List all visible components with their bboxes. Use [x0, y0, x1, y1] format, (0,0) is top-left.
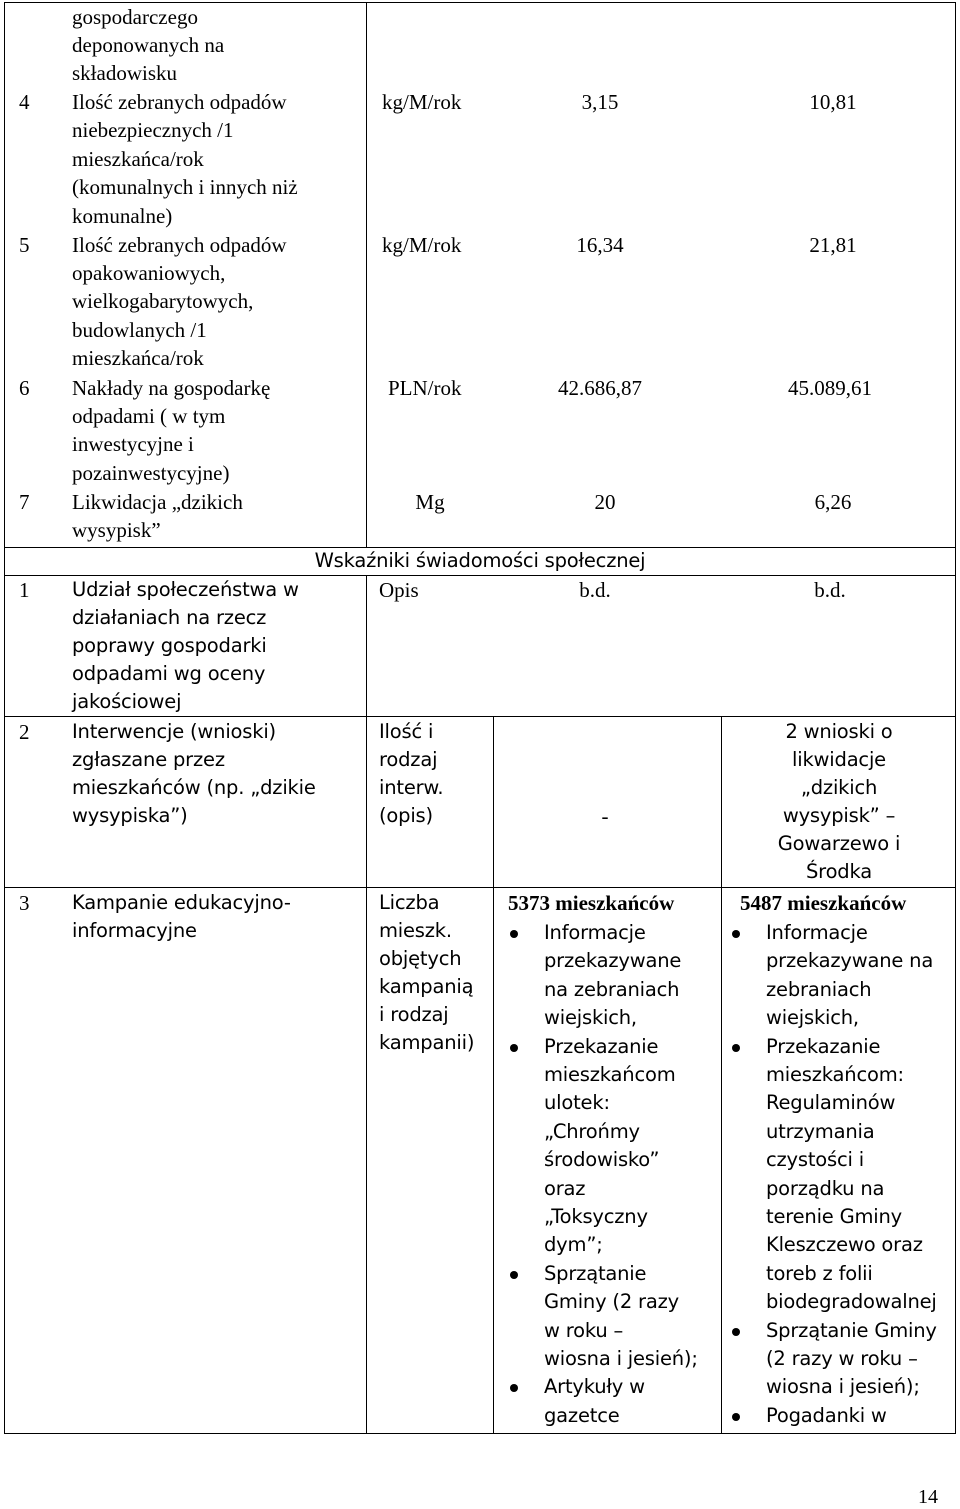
campaign-item-line: gazetce	[544, 1403, 620, 1427]
campaign-item-line: wiosna i jesień);	[544, 1347, 698, 1370]
page-number: 14	[918, 1486, 938, 1508]
campaign-item-line: Artykuły w	[544, 1375, 645, 1399]
row-desc-line: budowlanych /1	[72, 318, 207, 342]
row-value-2-line: wysypisk” –	[782, 804, 896, 827]
row-desc-line: wysypiska”)	[72, 804, 188, 827]
campaign-item-line: Sprzątanie	[544, 1261, 647, 1285]
row-value-2-line: 2 wnioski o	[785, 720, 893, 743]
campaign-item-line: czystości i	[766, 1148, 864, 1172]
row-desc-line: opakowaniowych,	[72, 261, 226, 285]
row-unit: kg/M/rok	[382, 233, 462, 257]
row-value-2-line: „dzikich	[800, 776, 878, 799]
campaign-item-line: Przekazanie	[766, 1034, 881, 1058]
campaign-item-line: porządku na	[766, 1176, 885, 1200]
bullet-icon	[510, 1044, 518, 1052]
row-unit-line: i rodzaj	[379, 1003, 449, 1026]
row-value-1: 16,34	[576, 233, 624, 257]
row-desc-line: zgłaszane przez	[72, 748, 225, 771]
campaign-item-line: „Toksyczny	[544, 1205, 648, 1228]
row-number: 3	[19, 891, 30, 915]
campaign-item-line: oraz	[544, 1176, 586, 1200]
row-desc-line: Udział społeczeństwa w	[72, 578, 299, 601]
campaign-item-line: środowisko”	[544, 1148, 660, 1172]
row-desc-line: mieszkańców (np. „dzikie	[72, 776, 316, 799]
row-unit-line: (opis)	[379, 804, 433, 827]
row-value-1: -	[601, 804, 609, 828]
row-unit: PLN/rok	[388, 376, 462, 400]
row-desc-line: działaniach na rzecz	[72, 606, 267, 629]
campaign-item-line: Pogadanki w	[766, 1403, 887, 1427]
row-unit-line: rodzaj	[379, 748, 438, 771]
bullet-icon	[510, 930, 518, 938]
row-value-1: 3,15	[581, 90, 619, 114]
campaign-item-line: Przekazanie	[544, 1034, 659, 1058]
row-value-2: 21,81	[809, 233, 857, 257]
row-value-2: 10,81	[809, 90, 857, 114]
row-divider	[4, 887, 956, 888]
row-desc-line: (komunalnych i innych niż	[72, 175, 298, 199]
row-value-1: 42.686,87	[558, 376, 642, 400]
row-value-1: b.d.	[579, 578, 611, 602]
row-value-2: b.d.	[814, 578, 846, 602]
campaign-item-line: wiejskich,	[766, 1006, 859, 1030]
campaign-item-line: dym”;	[544, 1233, 603, 1257]
row-desc-line: jakościowej	[72, 690, 182, 713]
row-unit-line: Ilość i	[379, 720, 434, 743]
row-desc-line: odpadami wg oceny	[72, 662, 266, 685]
row-desc-line: wielkogabarytowych,	[72, 289, 254, 313]
campaign-item-line: w roku –	[544, 1318, 624, 1342]
row-unit-line: kampanii)	[379, 1031, 475, 1054]
row-desc-line: Ilość zebranych odpadów	[72, 90, 287, 114]
row-unit-line: objętych	[379, 947, 462, 970]
row-desc-line: inwestycyjne i	[72, 432, 194, 456]
row-desc-line: komunalne)	[72, 204, 173, 228]
row-number: 4	[19, 90, 30, 114]
campaign-item-line: Regulaminów	[766, 1091, 896, 1115]
row-number: 5	[19, 233, 30, 257]
row-desc-line: mieszkańca/rok	[72, 346, 204, 370]
row-value-2-line: Środka	[806, 860, 872, 883]
row-desc-line: Likwidacja „dzikich	[72, 490, 243, 514]
bullet-icon	[732, 1413, 740, 1421]
campaign-item-line: mieszkańcom:	[766, 1063, 904, 1086]
row-desc-line: odpadami ( w tym	[72, 404, 226, 428]
bullet-icon	[732, 930, 740, 938]
row-value-2: 6,26	[814, 490, 852, 514]
campaign-item-line: wiosna i jesień);	[766, 1375, 920, 1399]
row-desc-line: wysypisk”	[72, 518, 161, 542]
row-number: 2	[19, 720, 30, 744]
campaign-item-line: Kleszczewo oraz	[766, 1233, 923, 1257]
row-desc-line: poprawy gospodarki	[72, 634, 267, 657]
row-desc-line: pozainwestycyjne)	[72, 461, 230, 485]
row-desc-line: gospodarczego	[72, 5, 198, 29]
section-header: Wskaźniki świadomości społecznej	[314, 549, 646, 572]
column-divider	[366, 2, 367, 547]
campaign-item-line: przekazywane na	[766, 949, 934, 973]
row-unit: Mg	[415, 490, 445, 514]
campaign-item-line: Gminy (2 razy	[544, 1290, 679, 1314]
campaign-item-line: Informacje	[544, 921, 646, 944]
campaign-item-line: Informacje	[766, 921, 868, 944]
campaign-item-line: biodegradowalnej	[766, 1290, 937, 1314]
row-desc-line: deponowanych na	[72, 33, 225, 57]
row-desc-line: informacyjne	[72, 919, 197, 942]
row-desc-line: niebezpiecznych /1	[72, 118, 234, 142]
row-unit: Opis	[379, 578, 419, 602]
row-value-2: 45.089,61	[788, 376, 872, 400]
campaign-item-line: mieszkańcom	[544, 1063, 676, 1086]
row-number: 1	[19, 578, 30, 602]
bullet-icon	[732, 1044, 740, 1052]
campaign-item-line: zebraniach	[766, 977, 872, 1001]
row-number: 6	[19, 376, 30, 400]
bullet-icon	[510, 1271, 518, 1279]
row-desc-line: Interwencje (wnioski)	[72, 720, 276, 743]
campaign-item-line: wiejskich,	[544, 1006, 637, 1030]
row-unit: kg/M/rok	[382, 90, 462, 114]
campaign-item-line: (2 razy w roku –	[766, 1347, 918, 1370]
row-value-2-line: likwidacje	[792, 748, 886, 771]
row-desc-line: składowisku	[72, 61, 177, 85]
campaign-item-line: „Chrońmy	[544, 1119, 640, 1143]
campaign-count-header: 5487 mieszkańców	[740, 891, 907, 915]
campaign-item-line: przekazywane	[544, 949, 682, 973]
row-value-1: 20	[594, 490, 616, 514]
campaign-count-header: 5373 mieszkańców	[508, 891, 675, 915]
campaign-item-line: toreb z folii	[766, 1261, 873, 1285]
row-desc-line: Ilość zebranych odpadów	[72, 233, 287, 257]
row-desc-line: Nakłady na gospodarkę	[72, 376, 271, 400]
campaign-item-line: ulotek:	[544, 1091, 610, 1115]
row-unit-line: mieszk.	[379, 919, 452, 942]
row-desc-line: mieszkańca/rok	[72, 147, 204, 171]
column-divider	[366, 575, 367, 1433]
row-unit-line: Liczba	[379, 891, 440, 914]
campaign-item-line: utrzymania	[766, 1119, 875, 1143]
column-divider	[493, 716, 494, 1433]
campaign-item-line: Sprzątanie Gminy	[766, 1318, 937, 1342]
bullet-icon	[732, 1328, 740, 1336]
row-unit-line: kampanią	[379, 975, 474, 998]
row-number: 7	[19, 490, 30, 514]
campaign-item-line: na zebraniach	[544, 977, 680, 1001]
row-desc-line: Kampanie edukacyjno-	[72, 891, 291, 914]
row-value-2-line: Gowarzewo i	[777, 832, 901, 855]
row-unit-line: interw.	[379, 776, 444, 799]
campaign-item-line: terenie Gminy	[766, 1205, 903, 1228]
